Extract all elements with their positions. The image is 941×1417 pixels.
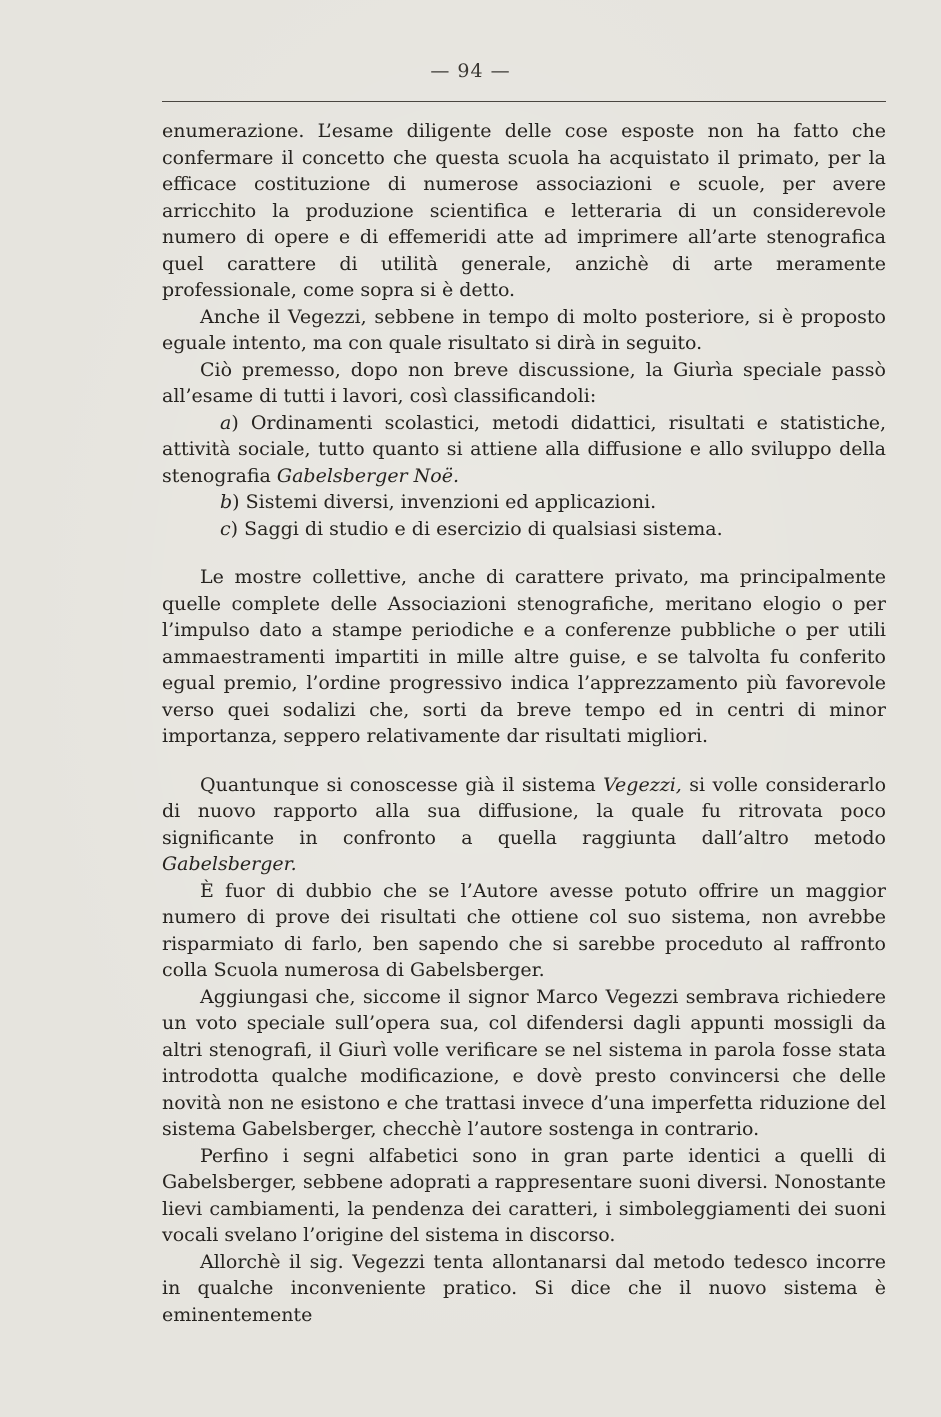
paragraph-text: ) Saggi di studio e di esercizio di qualsiasi sistema. [230,517,723,540]
paragraph [162,984,886,1143]
paragraph-text: Aggiungasi che, siccome il signor Marco Vegezzi sembrava richiedere un voto speciale sull’opera sua, col difendersi dagli appunti mossigli da altri stenografi, il Giurì volle verificare se nel sistema in parola fosse stata introdotta qualche modificazione, e dovè presto convincersi che delle novità non ne esistono e che trattasi invece d’una imperfetta riduzione del sistema Gabelsberger, checchè l’autore sostenga in contrario. [162,985,886,1140]
italic-text: a [220,411,232,434]
paragraph-text: Quantunque si conoscesse già il sistema [200,773,604,796]
paragraph [162,772,886,878]
italic-text: c [220,517,231,540]
header-rule [162,101,886,102]
list-item [162,489,886,516]
italic-text: Gabelsberger Noë. [276,464,460,487]
paragraph-text: Le mostre collettive, anche di carattere privato, ma principalmente quelle complete delle Associazioni stenografiche, meritano elogio o per l’impulso dato a stampe periodiche e a conferenze pubbliche o per utili ammaestramenti impartiti in mille altre guise, e se talvolta fu conferito egual premio, l’ordine progressivo indica l’apprezzamento più favorevole verso quei sodalizi che, sorti da breve tempo ed in centri di minor importanza, seppero relativamente dar risultati migliori. [162,566,886,747]
paragraph-text: Ciò premesso, dopo non breve discussione, la Giurìa speciale passò all’esame di tutti i lavori, così classificandoli: [162,358,886,407]
paragraph [162,878,886,984]
italic-text: b [220,491,233,513]
paragraph [162,357,886,410]
list-item [162,516,886,543]
paragraph-text: enumerazione. L’esame diligente delle cose esposte non ha fatto che confermare il concetto che questa scuola ha acquistato il primato, per la efficace costituzione di numerose associazioni e scuole, per avere arricchito la produzione scientifica e letteraria di un considerevole numero di opere e di effemeridi atte ad imprimere all’arte stenografica quel carattere di utilità generale, anzichè di arte meramente professionale, come sopra si è detto. [162,120,886,301]
paragraph-text: ) Sistemi diversi, invenzioni ed applicazioni. [232,491,657,513]
list-item [162,410,886,490]
paragraph-text: Allorchè il sig. Vegezzi tenta allontanarsi dal metodo tedesco incorre in qualche inconveniente pratico. Si dice che il nuovo sistema è eminentemente [162,1250,886,1326]
italic-text: Gabelsberger. [162,853,297,875]
paragraph-text: Perfino i segni alfabetici sono in gran parte identici a quelli di Gabelsberger, sebbene adoprati a rappresentare suoni diversi. Nonostante lievi cambiamenti, la pendenza dei caratteri, i simboleggiamenti dei suoni vocali svelano l’origine del sistema in discorso. [162,1144,886,1246]
italic-text: Vegezzi, [603,773,682,796]
paragraph [162,304,886,357]
paragraph [162,564,886,750]
body-text [162,118,886,1328]
paragraph [162,1143,886,1249]
paragraph-text: Anche il Vegezzi, sebbene in tempo di molto posteriore, si è proposto eguale intento, ma con quale risultato si dirà in seguito. [162,305,886,354]
paragraph-text: È fuor di dubbio che se l’Autore avesse potuto offrire un maggior numero di prove dei risultati che ottiene col suo sistema, non avrebbe risparmiato di farlo, ben sapendo che si sarebbe proceduto al raffronto colla Scuola numerosa di Gabelsberger. [162,879,886,981]
paragraph-text: si volle considerarlo di nuovo rapporto alla sua diffusione, la quale fu ritrovata poco significante in confronto a quella raggiunta dall’altro metodo [162,773,887,849]
paragraph-text: ) Ordinamenti scolastici, metodi didattici, risultati e statistiche, attività sociale, tutto quanto si attiene alla diffusione e allo sviluppo della stenografia [162,411,886,487]
paragraph-gap [162,750,886,772]
page-number: — 94 — [430,60,511,82]
paragraph [162,118,886,304]
paragraph-gap [162,542,886,564]
paragraph [162,1249,886,1329]
